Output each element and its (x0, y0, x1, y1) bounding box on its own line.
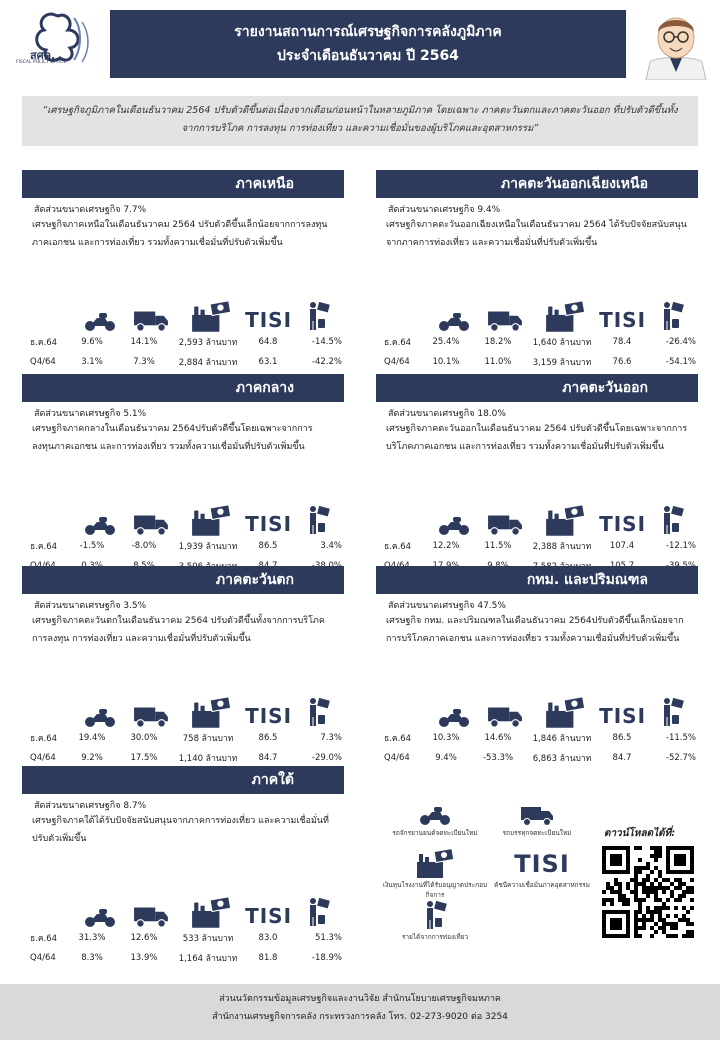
region-share: สัดส่วนขนาดเศรษฐกิจ 8.7% (34, 801, 147, 811)
tisi-value: 64.8 (258, 337, 278, 347)
report-header (110, 10, 626, 78)
region-data-row (22, 536, 344, 556)
region-description: เศรษฐกิจภาคตะวันตกในเดือนธันวาคม 2564 ปรับตัวดีขึ้นทั้งจากการบริโภค การลงทุน การท่องเที่ยว และความเชื่อมั่นที่ปรับตัวเพิ่มขึ้น (32, 616, 325, 644)
tourist-icon (305, 300, 331, 332)
tourist-icon (305, 696, 331, 728)
region-card (22, 766, 344, 968)
region-title: ภาคตะวันออก (376, 374, 698, 402)
mascot-illustration (636, 6, 716, 80)
legend-investment (380, 848, 490, 900)
truck-value: 13.9% (130, 953, 158, 963)
legend-truck (492, 804, 582, 838)
tourist-icon (659, 504, 685, 536)
tourism-value: 7.3% (320, 733, 342, 743)
investment-value: 2,884 ล้านบาท (178, 358, 238, 368)
legend-tisi (482, 852, 602, 890)
period-label: ธ.ค.64 (30, 934, 58, 944)
truck-icon (487, 512, 523, 536)
footer-line2: สำนักงานเศรษฐกิจการคลัง กระทรวงการคลัง โทร. 02-273-9020 ต่อ 3254 (212, 1012, 508, 1022)
motorcycle-icon (437, 514, 471, 536)
factory-money-icon (190, 896, 232, 928)
tisi-value: 86.5 (258, 541, 278, 551)
region-description: เศรษฐกิจภาคใต้ได้รับปัจจัยสนับสนุนจากภาคการท่องเที่ยว และความเชื่อมั่นที่ปรับตัวเพิ่มขึ้น (32, 816, 329, 844)
tourism-value: -26.4% (665, 337, 696, 347)
legend-motorcycle-label: รถจักรยานยนต์จดทะเบียนใหม่ (392, 829, 478, 837)
tisi-value: 86.5 (258, 733, 278, 743)
truck-value: -53.3% (482, 753, 514, 763)
investment-value: 1,640 ล้านบาท (532, 338, 592, 348)
period-label: Q4/64 (384, 357, 410, 367)
period-label: Q4/64 (30, 753, 56, 763)
investment-value: 1,140 ล้านบาท (178, 754, 238, 764)
investment-value: 6,863 ล้านบาท (532, 754, 592, 764)
motorcycle-value: 8.3% (81, 953, 103, 963)
footer-line1: ส่วนนวัตกรรมข้อมูลเศรษฐกิจและงานวิจัย สำนักนโยบายเศรษฐกิจมหภาค (219, 994, 501, 1004)
tourism-value: -12.1% (665, 541, 696, 551)
motorcycle-value: 12.2% (432, 541, 460, 551)
motorcycle-value: 10.3% (432, 733, 460, 743)
factory-money-icon (190, 696, 232, 728)
indicator-icons (22, 298, 344, 332)
motorcycle-icon (83, 310, 117, 332)
investment-value: 758 ล้านบาท (182, 734, 234, 744)
tisi-icon: TISI (245, 308, 293, 332)
investment-value: 2,388 ล้านบาท (532, 542, 592, 552)
region-card (22, 170, 344, 372)
region-data-row (22, 728, 344, 748)
factory-money-icon (415, 848, 455, 878)
region-data-row (22, 748, 344, 768)
tisi-icon: TISI (599, 308, 647, 332)
region-description: เศรษฐกิจภาคตะวันออกเฉียงเหนือในเดือนธันวาคม 2564 ได้รับปัจจัยสนับสนุนจากภาคการท่องเที่ยว และความเชื่อมั่นที่ปรับตัวเพิ่มขึ้น (386, 220, 687, 248)
truck-icon (487, 704, 523, 728)
motorcycle-value: 10.1% (432, 357, 460, 367)
motorcycle-value: 31.3% (78, 933, 106, 943)
period-label: ธ.ค.64 (30, 542, 58, 552)
motorcycle-icon (437, 310, 471, 332)
investment-value: 3,159 ล้านบาท (532, 358, 592, 368)
region-description: เศรษฐกิจภาคกลางในเดือนธันวาคม 2564ปรับตัวดีขึ้นโดยเฉพาะจากการลงทุนภาคเอกชน และการท่องเที่ยว รวมทั้งความเชื่อมั่นที่ปรับตัวเพิ่มขึ้น (32, 424, 313, 452)
motorcycle-icon (83, 514, 117, 536)
period-label: ธ.ค.64 (384, 542, 412, 552)
tourism-value: -11.5% (665, 733, 696, 743)
region-data-row (22, 928, 344, 948)
region-data-row (376, 748, 698, 768)
truck-value: 14.6% (484, 733, 512, 743)
tourism-value: 3.4% (320, 541, 342, 551)
legend-truck-label: รถบรรทุกจดทะเบียนใหม่ (502, 829, 572, 837)
logo-text: สศค. (30, 49, 56, 62)
qr-code[interactable] (602, 846, 694, 938)
tourism-value: -29.0% (311, 753, 342, 763)
region-share: สัดส่วนขนาดเศรษฐกิจ 5.1% (34, 409, 147, 419)
legend-investment-label: เงินทุนโรงงานที่ได้รับอนุญาตประกอบกิจการ (382, 881, 488, 899)
region-data-row (376, 332, 698, 352)
region-title: กทม. และปริมณฑล (376, 566, 698, 594)
tourism-value: 51.3% (314, 933, 342, 943)
period-label: ธ.ค.64 (30, 338, 58, 348)
tourism-value: -14.5% (311, 337, 342, 347)
tourism-value: -42.2% (311, 357, 342, 367)
indicator-icons (22, 694, 344, 728)
tisi-icon: TISI (245, 704, 293, 728)
truck-value: 11.5% (484, 541, 512, 551)
indicator-icons (22, 894, 344, 928)
indicator-icons (22, 502, 344, 536)
period-label: Q4/64 (30, 953, 56, 963)
motorcycle-icon (418, 804, 452, 826)
region-share: สัดส่วนขนาดเศรษฐกิจ 18.0% (388, 409, 506, 419)
legend-tourist (390, 900, 480, 942)
region-card (376, 566, 698, 768)
factory-money-icon (190, 504, 232, 536)
truck-value: 11.0% (484, 357, 512, 367)
region-data-row (22, 948, 344, 968)
region-title: ภาคเหนือ (22, 170, 344, 198)
truck-icon (520, 804, 554, 826)
motorcycle-icon (437, 706, 471, 728)
truck-icon (133, 904, 169, 928)
tourism-value: -18.9% (311, 953, 342, 963)
truck-icon (133, 308, 169, 332)
tourism-value: -52.7% (665, 753, 696, 763)
tisi-value: 86.5 (612, 733, 632, 743)
factory-money-icon (544, 696, 586, 728)
qr-title: ดาวน์โหลดได้ที่: (604, 828, 676, 839)
region-description: เศรษฐกิจ กทม. และปริมณฑลในเดือนธันวาคม 2564ปรับตัวดีขึ้นเล็กน้อยจากการบริโภคภาคเอกชน และการท่องเที่ยว รวมทั้งความเชื่อมั่นที่ปรับตัวเพิ่มขึ้น (386, 616, 684, 644)
factory-money-icon (544, 504, 586, 536)
truck-value: -8.0% (131, 541, 157, 551)
investment-value: 1,164 ล้านบาท (178, 954, 238, 964)
tisi-icon: TISI (514, 850, 570, 878)
truck-value: 30.0% (130, 733, 158, 743)
indicator-icons (376, 694, 698, 728)
region-share: สัดส่วนขนาดเศรษฐกิจ 9.4% (388, 205, 501, 215)
tourist-icon (659, 300, 685, 332)
motorcycle-icon (83, 906, 117, 928)
region-card (22, 374, 344, 576)
truck-value: 18.2% (484, 337, 512, 347)
fpo-logo (12, 8, 102, 74)
truck-icon (133, 512, 169, 536)
region-title: ภาคตะวันออกเฉียงเหนือ (376, 170, 698, 198)
region-title: ภาคตะวันตก (22, 566, 344, 594)
tourism-value: -54.1% (665, 357, 696, 367)
indicator-icons (376, 502, 698, 536)
period-label: ธ.ค.64 (384, 338, 412, 348)
region-card (376, 170, 698, 372)
motorcycle-value: 3.1% (81, 357, 103, 367)
truck-value: 12.6% (130, 933, 158, 943)
tisi-value: 78.4 (612, 337, 632, 347)
motorcycle-value: 9.2% (81, 753, 103, 763)
region-title: ภาคกลาง (22, 374, 344, 402)
region-data-row (22, 352, 344, 372)
region-description: เศรษฐกิจภาคเหนือในเดือนธันวาคม 2564 ปรับตัวดีขึ้นเล็กน้อยจากการลงทุนภาคเอกชน และการท่องเที่ยว รวมทั้งความเชื่อมั่นที่ปรับตัวเพิ่มขึ้น (32, 220, 328, 248)
tisi-icon: TISI (599, 512, 647, 536)
region-data-row (22, 332, 344, 352)
factory-money-icon (544, 300, 586, 332)
tourist-icon (305, 896, 331, 928)
motorcycle-value: -1.5% (79, 541, 105, 551)
region-share: สัดส่วนขนาดเศรษฐกิจ 7.7% (34, 205, 147, 215)
indicator-icons (376, 298, 698, 332)
region-title: ภาคใต้ (22, 766, 344, 794)
tisi-value: 63.1 (258, 357, 278, 367)
investment-value: 533 ล้านบาท (182, 934, 234, 944)
tisi-value: 84.7 (258, 753, 278, 763)
motorcycle-value: 9.4% (435, 753, 457, 763)
tisi-value: 83.0 (258, 933, 278, 943)
investment-value: 1,846 ล้านบาท (532, 734, 592, 744)
region-card (22, 566, 344, 768)
tisi-value: 107.4 (609, 541, 635, 551)
region-share: สัดส่วนขนาดเศรษฐกิจ 3.5% (34, 601, 147, 611)
header-title: รายงานสถานการณ์เศรษฐกิจการคลังภูมิภาค (234, 24, 502, 40)
region-share: สัดส่วนขนาดเศรษฐกิจ 47.5% (388, 601, 506, 611)
tourist-icon (305, 504, 331, 536)
truck-value: 14.1% (130, 337, 158, 347)
legend-tourist-label: รายได้จากการท่องเที่ยว (401, 933, 469, 941)
period-label: ธ.ค.64 (384, 734, 412, 744)
motorcycle-value: 9.6% (81, 337, 103, 347)
motorcycle-icon (83, 706, 117, 728)
legend-tisi-label: ดัชนีความเชื่อมั่นภาคอุตสาหกรรม (494, 881, 590, 889)
legend-motorcycle (390, 804, 480, 838)
factory-money-icon (190, 300, 232, 332)
motorcycle-value: 25.4% (432, 337, 460, 347)
truck-icon (133, 704, 169, 728)
logo-subtext: FISCAL POLICY OFFICE (16, 60, 67, 65)
header-subtitle: ประจำเดือนธันวาคม ปี 2564 (277, 48, 459, 64)
footer (0, 984, 720, 1040)
region-data-row (376, 536, 698, 556)
truck-icon (487, 308, 523, 332)
tisi-value: 76.6 (612, 357, 632, 367)
summary-quote: “เศรษฐกิจภูมิภาคในเดือนธันวาคม 2564 ปรับตัวดีขึ้นต่อเนื่องจากเดือนก่อนหน้าในหลายภูมิภาค โดยเฉพาะ ภาคตะวันตกและภาคตะวันออก ที่ปรับตัวดีขึ้นทั้งจากการบริโภค การลงทุน การท่องเที่ยว และความเชื่อมั่นของผู้บริโภคและอุตสาหกรรม” (22, 96, 698, 146)
investment-value: 2,593 ล้านบาท (178, 338, 238, 348)
tisi-value: 81.8 (258, 953, 278, 963)
motorcycle-value: 19.4% (78, 733, 106, 743)
tourist-icon (422, 900, 448, 930)
tisi-icon: TISI (245, 512, 293, 536)
tisi-icon: TISI (599, 704, 647, 728)
tourist-icon (659, 696, 685, 728)
truck-value: 7.3% (133, 357, 155, 367)
region-data-row (376, 728, 698, 748)
region-card (376, 374, 698, 576)
truck-value: 17.5% (130, 753, 158, 763)
region-data-row (376, 352, 698, 372)
investment-value: 1,939 ล้านบาท (178, 542, 238, 552)
period-label: Q4/64 (30, 357, 56, 367)
period-label: Q4/64 (384, 753, 410, 763)
region-description: เศรษฐกิจภาคตะวันออกในเดือนธันวาคม 2564 ปรับตัวดีขึ้นโดยเฉพาะจากการบริโภคภาคเอกชน และการท่องเที่ยว รวมทั้งความเชื่อมั่นที่ปรับตัวเพิ่มขึ้น (386, 424, 688, 452)
period-label: ธ.ค.64 (30, 734, 58, 744)
tisi-icon: TISI (245, 904, 293, 928)
tisi-value: 84.7 (612, 753, 632, 763)
